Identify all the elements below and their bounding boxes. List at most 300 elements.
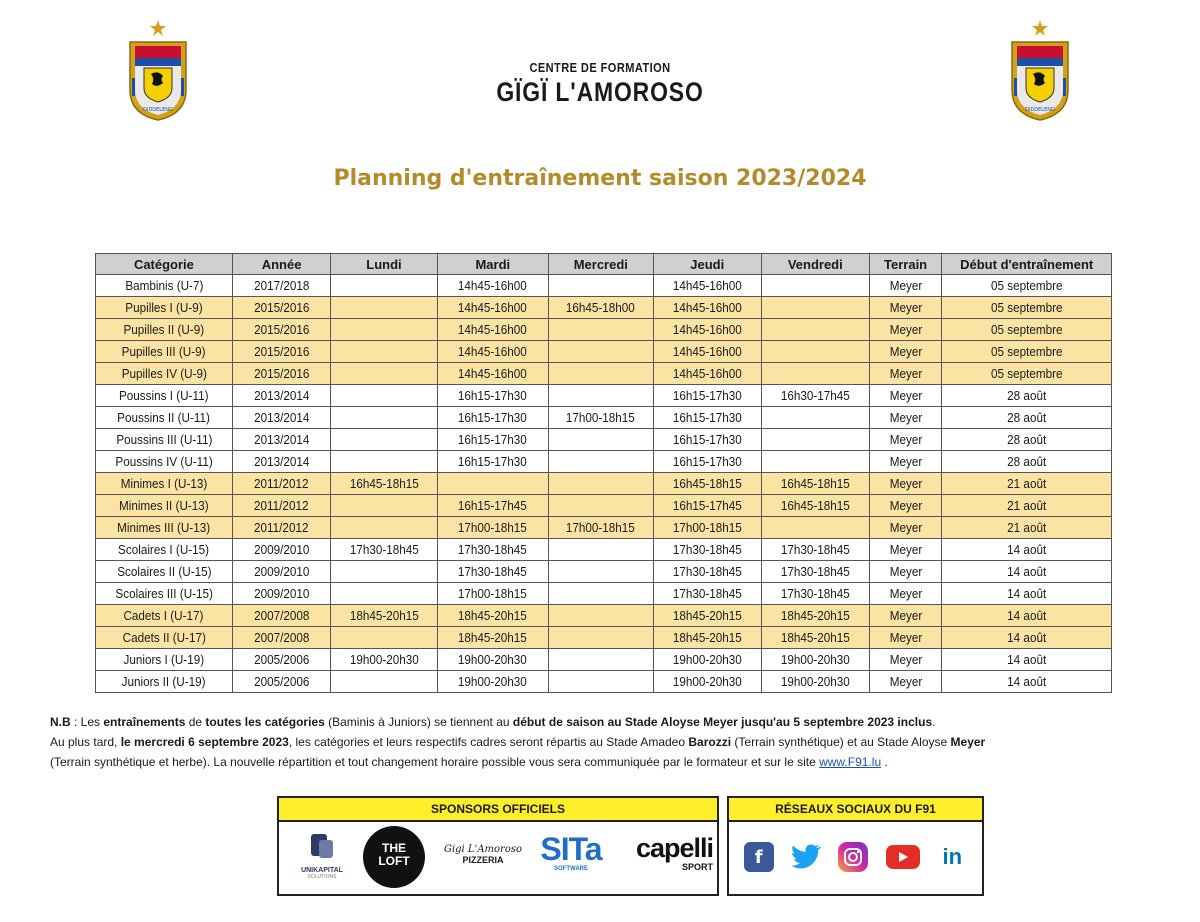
cell-text: Poussins I (U-11) xyxy=(119,388,209,403)
note-text: (Baminis à Juniors) se tiennent au xyxy=(324,715,513,729)
table-cell xyxy=(331,385,437,407)
cell-text: 2009/2010 xyxy=(253,564,310,579)
brand-subtitle: CENTRE DE FORMATION xyxy=(529,60,671,75)
table-cell xyxy=(232,627,330,649)
column-header: Début d'entraînement xyxy=(942,254,1112,275)
table-cell xyxy=(96,297,233,319)
table-cell xyxy=(761,275,869,297)
table-cell xyxy=(548,605,653,627)
table-cell xyxy=(942,319,1112,341)
table-cell xyxy=(548,319,653,341)
cell-text: 16h15-17h45 xyxy=(672,498,742,513)
table-cell xyxy=(232,363,330,385)
linkedin-icon[interactable]: in xyxy=(942,844,963,869)
note-bold: toutes les catégories xyxy=(205,715,325,729)
table-cell xyxy=(761,539,869,561)
unicapital-sub: SOLUTIONS xyxy=(307,874,337,880)
note-line-3 xyxy=(50,752,1160,772)
table-cell xyxy=(232,605,330,627)
cell-text: 17h30-18h45 xyxy=(349,542,419,557)
table-cell xyxy=(942,473,1112,495)
table-row xyxy=(96,363,1112,385)
table-cell xyxy=(761,561,869,583)
table-cell xyxy=(942,363,1112,385)
cell-text: 14h45-16h00 xyxy=(458,278,528,293)
note-bold: le mercredi 6 septembre 2023 xyxy=(120,735,289,749)
table-cell xyxy=(437,429,548,451)
cell-text: 17h30-18h45 xyxy=(672,542,742,557)
cell-text: Meyer xyxy=(889,344,922,359)
cell-text: 14h45-16h00 xyxy=(458,344,528,359)
sponsors-box xyxy=(277,796,719,896)
table-cell xyxy=(437,275,548,297)
table-cell xyxy=(331,583,437,605)
table-cell xyxy=(437,561,548,583)
table-cell xyxy=(869,429,942,451)
table-cell xyxy=(942,671,1112,693)
cell-text: 14 août xyxy=(1007,652,1047,667)
table-cell xyxy=(548,561,653,583)
cell-text: 16h15-17h30 xyxy=(458,432,528,447)
cell-text: 16h45-18h15 xyxy=(672,476,742,491)
table-cell xyxy=(548,297,653,319)
cell-text: 16h15-17h30 xyxy=(458,410,528,425)
table-row xyxy=(96,407,1112,429)
note-bold: entraînements xyxy=(103,715,186,729)
table-cell xyxy=(869,407,942,429)
cell-text: 17h30-18h45 xyxy=(780,564,850,579)
table-cell xyxy=(869,319,942,341)
table-cell xyxy=(437,671,548,693)
table-cell xyxy=(331,561,437,583)
cell-text: 05 septembre xyxy=(990,300,1063,315)
table-cell xyxy=(331,627,437,649)
cell-text: 17h00-18h15 xyxy=(566,410,636,425)
table-cell xyxy=(653,561,761,583)
cell-text: Meyer xyxy=(889,322,922,337)
capelli-sub: SPORT xyxy=(681,862,713,872)
cell-text: Meyer xyxy=(889,300,922,315)
table-cell xyxy=(96,583,233,605)
table-cell xyxy=(761,429,869,451)
cell-text: 19h00-20h30 xyxy=(458,674,528,689)
gigi-pizzeria: PIZZERIA xyxy=(462,855,504,865)
table-cell xyxy=(869,473,942,495)
table-cell xyxy=(942,407,1112,429)
table-cell xyxy=(331,275,437,297)
table-cell xyxy=(869,671,942,693)
cell-text: 19h00-20h30 xyxy=(780,674,850,689)
table-row xyxy=(96,473,1112,495)
column-header: Jeudi xyxy=(653,254,761,275)
table-row xyxy=(96,275,1112,297)
cell-text: Minimes III (U-13) xyxy=(117,520,211,535)
cell-text: Poussins III (U-11) xyxy=(115,432,212,447)
cell-text: 21 août xyxy=(1007,498,1047,513)
table-cell xyxy=(761,319,869,341)
table-cell xyxy=(653,517,761,539)
note-text: . xyxy=(932,715,936,729)
table-cell xyxy=(331,671,437,693)
table-cell xyxy=(942,583,1112,605)
table-cell xyxy=(331,341,437,363)
table-cell xyxy=(653,627,761,649)
table-cell xyxy=(331,495,437,517)
table-cell xyxy=(96,429,233,451)
cell-text: 18h45-20h15 xyxy=(349,608,419,623)
table-cell xyxy=(653,451,761,473)
table-cell xyxy=(437,495,548,517)
sita-sub: SOFTWARE xyxy=(554,866,588,872)
cell-text: 16h15-17h30 xyxy=(458,454,528,469)
schedule-table xyxy=(95,253,1112,693)
note-text: , les catégories et leurs respectifs cadres seront répartis au Stade Amadeo xyxy=(288,735,689,749)
cell-text: 16h15-17h30 xyxy=(672,388,742,403)
table-cell xyxy=(232,539,330,561)
table-cell xyxy=(96,363,233,385)
table-cell xyxy=(548,473,653,495)
cell-text: 16h15-17h30 xyxy=(672,432,742,447)
club-crest-left-icon xyxy=(126,18,190,122)
table-cell xyxy=(653,583,761,605)
cell-text: 19h00-20h30 xyxy=(672,674,742,689)
cell-text: Juniors I (U-19) xyxy=(123,652,205,667)
table-row xyxy=(96,671,1112,693)
cell-text: Meyer xyxy=(889,542,922,557)
table-cell xyxy=(869,561,942,583)
website-link[interactable]: www.F91.lu xyxy=(819,755,882,769)
capelli-logo[interactable] xyxy=(615,834,713,872)
capelli-text: capelli xyxy=(635,833,713,863)
note-line-1 xyxy=(50,712,1160,732)
brand-logo xyxy=(440,60,760,108)
table-cell xyxy=(232,473,330,495)
table-cell xyxy=(437,297,548,319)
table-cell xyxy=(653,275,761,297)
table-cell xyxy=(761,341,869,363)
cell-text: 2013/2014 xyxy=(253,388,310,403)
cell-text: 14 août xyxy=(1007,674,1047,689)
cell-text: 19h00-20h30 xyxy=(672,652,742,667)
table-cell xyxy=(96,627,233,649)
cell-text: 17h30-18h45 xyxy=(780,542,850,557)
cell-text: 17h00-18h15 xyxy=(458,586,528,601)
table-cell xyxy=(653,407,761,429)
cell-text: 05 septembre xyxy=(990,322,1063,337)
cell-text: 14h45-16h00 xyxy=(672,322,742,337)
cell-text: 18h45-20h15 xyxy=(458,608,528,623)
table-cell xyxy=(96,605,233,627)
table-cell xyxy=(548,627,653,649)
social-title: RÉSEAUX SOCIAUX DU F91 xyxy=(729,798,982,822)
cell-text: 14h45-16h00 xyxy=(672,366,742,381)
table-cell xyxy=(331,363,437,385)
table-cell xyxy=(869,583,942,605)
table-cell xyxy=(232,649,330,671)
table-cell xyxy=(96,319,233,341)
table-header-row xyxy=(96,254,1112,275)
cell-text: Bambinis (U-7) xyxy=(124,278,203,293)
table-cell xyxy=(232,429,330,451)
cell-text: Meyer xyxy=(889,410,922,425)
cell-text: Pupilles IV (U-9) xyxy=(121,366,207,381)
cell-text: 18h45-20h15 xyxy=(458,630,528,645)
column-header: Catégorie xyxy=(96,254,233,275)
table-cell xyxy=(232,407,330,429)
cell-text: Cadets I (U-17) xyxy=(123,608,204,623)
cell-text: Poussins IV (U-11) xyxy=(115,454,213,469)
table-cell xyxy=(437,473,548,495)
table-cell xyxy=(942,451,1112,473)
cell-text: 05 septembre xyxy=(990,344,1063,359)
table-cell xyxy=(437,539,548,561)
table-row xyxy=(96,583,1112,605)
table-cell xyxy=(869,341,942,363)
cell-text: 18h45-20h15 xyxy=(780,608,850,623)
table-cell xyxy=(437,385,548,407)
table-cell xyxy=(653,385,761,407)
cell-text: 17h30-18h45 xyxy=(458,564,528,579)
cell-text: Minimes II (U-13) xyxy=(119,498,209,513)
table-cell xyxy=(548,341,653,363)
cell-text: 2017/2018 xyxy=(253,278,310,293)
table-cell xyxy=(232,517,330,539)
table-cell xyxy=(653,297,761,319)
table-cell xyxy=(331,649,437,671)
table-cell xyxy=(653,649,761,671)
table-cell xyxy=(96,671,233,693)
column-header: Mardi xyxy=(437,254,548,275)
table-cell xyxy=(232,451,330,473)
table-cell xyxy=(653,319,761,341)
cell-text: 16h15-17h45 xyxy=(458,498,528,513)
note-nb: N.B xyxy=(50,715,71,729)
cell-text: 14h45-16h00 xyxy=(672,344,742,359)
cell-text: 14h45-16h00 xyxy=(458,366,528,381)
cell-text: Scolaires I (U-15) xyxy=(118,542,210,557)
table-cell xyxy=(942,429,1112,451)
note-text: de xyxy=(185,715,206,729)
table-cell xyxy=(548,539,653,561)
cell-text: Pupilles III (U-9) xyxy=(121,344,206,359)
table-cell xyxy=(761,407,869,429)
table-cell xyxy=(96,495,233,517)
cell-text: 17h30-18h45 xyxy=(672,586,742,601)
table-cell xyxy=(232,561,330,583)
column-header: Mercredi xyxy=(548,254,653,275)
table-cell xyxy=(96,649,233,671)
cell-text: 2011/2012 xyxy=(254,498,309,513)
cell-text: 2007/2008 xyxy=(253,608,310,623)
social-box xyxy=(727,796,984,896)
table-cell xyxy=(869,605,942,627)
cell-text: Meyer xyxy=(889,564,922,579)
cell-text: Meyer xyxy=(889,476,922,491)
sponsor-logos xyxy=(279,824,717,890)
social-icons xyxy=(729,822,982,892)
page-title: Planning d'entraînement saison 2023/2024 xyxy=(333,166,867,191)
table-cell xyxy=(869,385,942,407)
table-cell xyxy=(942,539,1112,561)
table-cell xyxy=(942,517,1112,539)
cell-text: 16h15-17h30 xyxy=(458,388,528,403)
unicapital-logo[interactable] xyxy=(285,830,359,880)
note-text: . xyxy=(881,755,888,769)
theloft-logo[interactable] xyxy=(363,826,425,888)
gigi-script: Gigi L'Amoroso xyxy=(443,844,523,855)
table-cell xyxy=(331,297,437,319)
column-header: Lundi xyxy=(331,254,437,275)
cell-text: 14h45-16h00 xyxy=(672,278,742,293)
youtube-icon[interactable] xyxy=(886,845,920,869)
table-cell xyxy=(437,341,548,363)
cell-text: 17h00-18h15 xyxy=(458,520,528,535)
table-cell xyxy=(232,319,330,341)
cell-text: Pupilles I (U-9) xyxy=(125,300,203,315)
table-cell xyxy=(437,649,548,671)
cell-text: 16h30-17h45 xyxy=(780,388,850,403)
note-text: Au plus tard, xyxy=(50,735,121,749)
cell-text: 2013/2014 xyxy=(253,432,310,447)
notes xyxy=(50,712,1160,772)
table-cell xyxy=(437,517,548,539)
cell-text: 05 septembre xyxy=(990,278,1063,293)
table-cell xyxy=(331,539,437,561)
instagram-icon[interactable] xyxy=(838,842,868,872)
table-cell xyxy=(232,275,330,297)
cell-text: 17h00-18h15 xyxy=(566,520,636,535)
table-cell xyxy=(232,583,330,605)
table-cell xyxy=(653,605,761,627)
table-cell xyxy=(761,473,869,495)
table-cell xyxy=(653,363,761,385)
cell-text: 2015/2016 xyxy=(253,366,310,381)
table-cell xyxy=(331,319,437,341)
table-cell xyxy=(942,605,1112,627)
table-cell xyxy=(942,561,1112,583)
cell-text: 2005/2006 xyxy=(253,674,310,689)
table-cell xyxy=(96,275,233,297)
cell-text: 17h30-18h45 xyxy=(672,564,742,579)
cell-text: 16h15-17h30 xyxy=(672,454,742,469)
cell-text: 17h30-18h45 xyxy=(458,542,528,557)
table-cell xyxy=(331,451,437,473)
cell-text: 2009/2010 xyxy=(253,586,310,601)
table-cell xyxy=(653,671,761,693)
table-cell xyxy=(761,495,869,517)
brand-name: GÏGÏ L'AMOROSO xyxy=(496,77,704,107)
cell-text: 2011/2012 xyxy=(254,476,309,491)
table-cell xyxy=(548,671,653,693)
facebook-icon[interactable]: f xyxy=(744,842,774,872)
table-cell xyxy=(548,429,653,451)
note-text: : Les xyxy=(70,715,104,729)
table-cell xyxy=(942,385,1112,407)
table-cell xyxy=(548,517,653,539)
cell-text: 28 août xyxy=(1007,432,1047,447)
table-cell xyxy=(437,583,548,605)
cell-text: 2013/2014 xyxy=(253,454,310,469)
table-cell xyxy=(761,517,869,539)
cell-text: Meyer xyxy=(889,388,922,403)
cell-text: 2015/2016 xyxy=(253,344,310,359)
cell-text: 14 août xyxy=(1007,564,1047,579)
table-cell xyxy=(761,363,869,385)
cell-text: Poussins II (U-11) xyxy=(117,410,211,425)
cell-text: Pupilles II (U-9) xyxy=(123,322,205,337)
table-row xyxy=(96,627,1112,649)
table-cell xyxy=(869,539,942,561)
cell-text: 16h45-18h15 xyxy=(780,476,850,491)
table-row xyxy=(96,341,1112,363)
sita-logo[interactable] xyxy=(531,832,611,872)
cell-text: Meyer xyxy=(889,366,922,381)
table-cell xyxy=(331,605,437,627)
table-cell xyxy=(232,297,330,319)
cell-text: 2007/2008 xyxy=(253,630,310,645)
table-cell xyxy=(96,539,233,561)
column-header: Vendredi xyxy=(761,254,869,275)
table-row xyxy=(96,539,1112,561)
cell-text: Meyer xyxy=(889,520,922,535)
table-cell xyxy=(761,627,869,649)
table-row xyxy=(96,605,1112,627)
cell-text: Meyer xyxy=(889,608,922,623)
cell-text: Meyer xyxy=(889,674,922,689)
cell-text: 18h45-20h15 xyxy=(672,608,742,623)
cell-text: 18h45-20h15 xyxy=(780,630,850,645)
table-cell xyxy=(942,495,1112,517)
table-cell xyxy=(869,627,942,649)
cell-text: 14 août xyxy=(1007,630,1047,645)
note-text: (Terrain synthétique) et au Stade Aloyse xyxy=(731,735,951,749)
table-row xyxy=(96,451,1112,473)
table-cell xyxy=(548,451,653,473)
cell-text: 14h45-16h00 xyxy=(458,322,528,337)
crest-text: DIDDELENG xyxy=(143,107,173,113)
table-cell xyxy=(548,385,653,407)
table-cell xyxy=(761,451,869,473)
gigi-pizzeria-logo[interactable] xyxy=(435,844,531,865)
cell-text: 14h45-16h00 xyxy=(458,300,528,315)
note-bold: Meyer xyxy=(950,735,986,749)
cell-text: Cadets II (U-17) xyxy=(122,630,206,645)
cell-text: 2015/2016 xyxy=(253,300,310,315)
twitter-icon[interactable] xyxy=(791,842,821,872)
cell-text: Meyer xyxy=(889,432,922,447)
cell-text: 14 août xyxy=(1007,608,1047,623)
cell-text: 19h00-20h30 xyxy=(458,652,528,667)
table-cell xyxy=(869,495,942,517)
cell-text: 28 août xyxy=(1007,388,1047,403)
club-crest-right-icon xyxy=(1008,18,1072,122)
note-line-2 xyxy=(50,732,1160,752)
crest-text: DIDDELENG xyxy=(1025,107,1055,113)
table-cell xyxy=(96,517,233,539)
cell-text: 16h45-18h15 xyxy=(780,498,850,513)
table-cell xyxy=(761,297,869,319)
table-cell xyxy=(437,407,548,429)
table-cell xyxy=(761,649,869,671)
cell-text: Meyer xyxy=(889,278,922,293)
table-cell xyxy=(232,341,330,363)
table-cell xyxy=(548,407,653,429)
cell-text: 2009/2010 xyxy=(253,542,310,557)
table-cell xyxy=(437,605,548,627)
table-cell xyxy=(869,451,942,473)
table-cell xyxy=(331,429,437,451)
cell-text: 18h45-20h15 xyxy=(672,630,742,645)
